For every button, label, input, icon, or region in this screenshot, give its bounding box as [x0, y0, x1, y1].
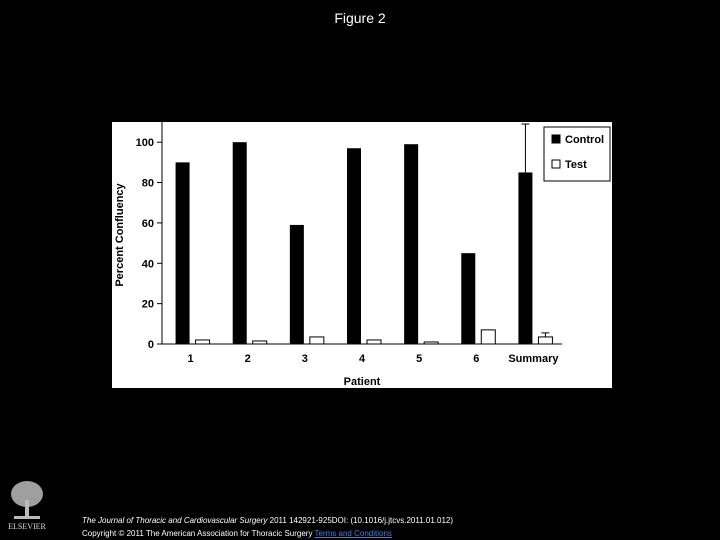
- bar-control-summary: [518, 172, 532, 344]
- slide-title: Figure 2: [334, 10, 386, 26]
- terms-link[interactable]: Terms and Conditions: [314, 529, 392, 538]
- legend-label-control: Control: [565, 134, 605, 146]
- journal-name: The Journal of Thoracic and Cardiovascular Surgery: [82, 516, 268, 525]
- citation-line: [82, 514, 453, 527]
- elsevier-logo: [6, 478, 48, 532]
- legend-swatch-test: [552, 160, 560, 168]
- x-tick-label-2: 2: [244, 353, 251, 365]
- x-tick-label-3: 3: [301, 353, 308, 365]
- bar-control-4: [347, 148, 361, 344]
- y-tick-label-100: 100: [135, 137, 154, 150]
- bar-test-3: [310, 337, 324, 344]
- bar-control-1: [176, 162, 190, 344]
- bar-test-5: [424, 342, 438, 344]
- bar-control-6: [461, 253, 475, 344]
- x-tick-label-1: 1: [187, 353, 194, 365]
- bar-control-3: [290, 225, 304, 344]
- bar-test-1: [196, 340, 210, 344]
- legend-label-test: Test: [565, 159, 587, 171]
- y-tick-label-20: 20: [141, 298, 154, 311]
- bar-test-2: [253, 341, 267, 344]
- y-axis-label: Percent Confluency: [114, 183, 126, 287]
- copyright-text: Copyright © 2011 The American Association for Thoracic Surgery: [82, 529, 315, 538]
- bar-chart: [112, 122, 612, 388]
- x-tick-label-6: 6: [473, 353, 480, 365]
- copyright-line: [82, 527, 453, 540]
- x-tick-label-5: 5: [416, 353, 423, 365]
- x-axis-label: Patient: [343, 376, 381, 388]
- y-tick-label-40: 40: [141, 258, 154, 271]
- bar-test-6: [481, 330, 495, 344]
- x-tick-label-4: 4: [358, 353, 366, 365]
- bar-test-summary: [538, 337, 552, 344]
- y-tick-label-80: 80: [141, 177, 154, 190]
- x-tick-label-summary: Summary: [508, 353, 559, 365]
- y-tick-label-60: 60: [141, 217, 154, 230]
- bar-test-4: [367, 340, 381, 344]
- y-tick-label-0: 0: [147, 339, 154, 351]
- citation-footer: [82, 514, 453, 540]
- legend-swatch-control: [552, 135, 560, 143]
- bar-control-2: [233, 142, 247, 344]
- publisher-name: ELSEVIER: [8, 522, 46, 531]
- citation-details: 2011 142921-925DOI: (10.1016/j.jtcvs.2011.01.012): [267, 516, 454, 525]
- bar-control-5: [404, 144, 418, 344]
- chart-svg: [112, 122, 612, 388]
